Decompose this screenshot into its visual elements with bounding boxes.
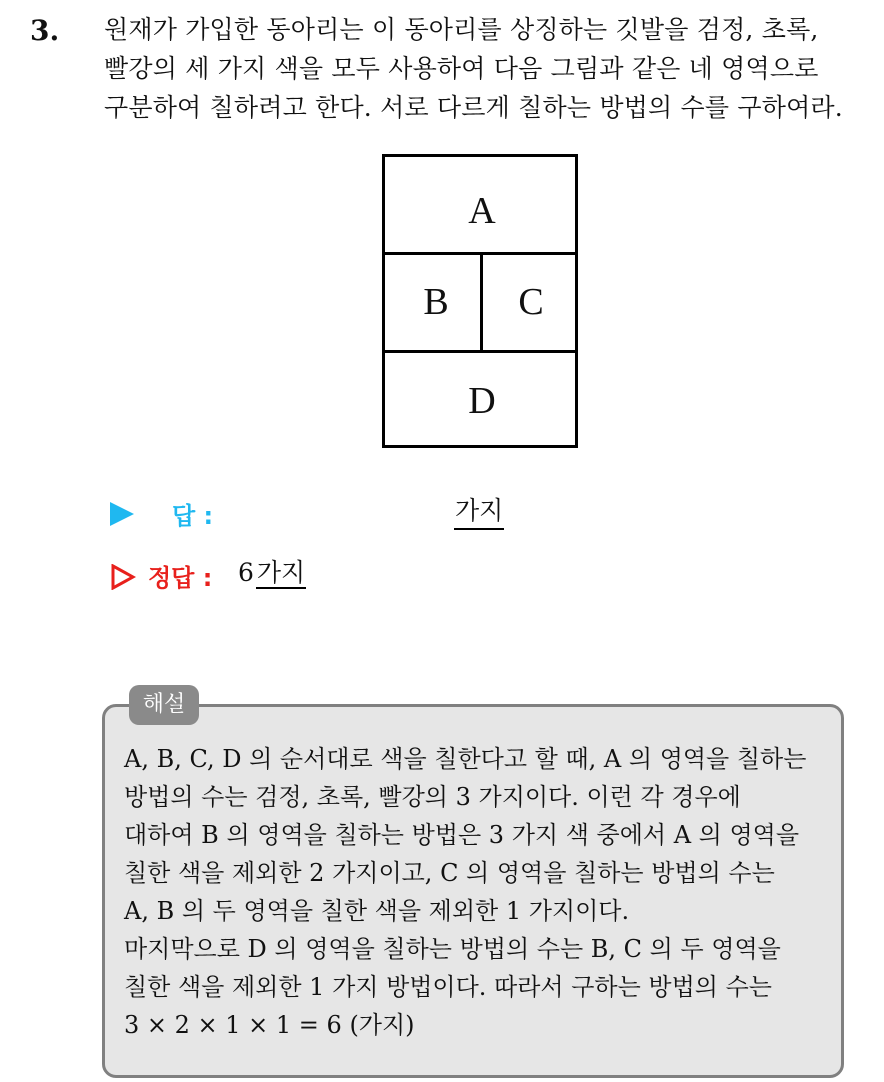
region-a-label: A <box>468 190 496 232</box>
explanation-line-8: 3 × 2 × 1 × 1 = 6 (가지) <box>124 1011 415 1039</box>
question-number: 3. <box>30 14 60 47</box>
region-d-label: D <box>468 380 496 422</box>
explanation-line-3: 대하여 B 의 영역을 칠하는 방법은 3 가지 색 중에서 A 의 영역을 <box>124 821 800 849</box>
divider-line-middle <box>480 252 483 353</box>
question-line-2: 빨강의 세 가지 색을 모두 사용하여 다음 그림과 같은 네 영역으로 <box>104 54 819 83</box>
explanation-line-5: A, B 의 두 영역을 칠한 색을 제외한 1 가지이다. <box>124 897 630 925</box>
correct-answer-row <box>110 556 610 596</box>
answer-row <box>110 494 610 534</box>
explanation-text <box>124 740 834 1044</box>
explanation-line-6: 마지막으로 D 의 영역을 칠하는 방법의 수는 B, C 의 두 영역을 <box>124 935 781 963</box>
outline-arrow-icon <box>110 564 136 590</box>
correct-answer-unit: 가지 <box>256 558 306 587</box>
question-line-1: 원재가 가입한 동아리는 이 동아리를 상징하는 깃발을 검정, 초록, <box>104 15 819 44</box>
play-arrow-icon <box>110 502 134 526</box>
explanation-line-1: A, B, C, D 의 순서대로 색을 칠한다고 할 때, A 의 영역을 칠하는 <box>124 745 807 773</box>
correct-answer-label: 정답 : <box>148 564 213 592</box>
flag-diagram <box>382 154 578 448</box>
correct-answer-value <box>238 556 306 590</box>
region-c-label: C <box>518 281 544 323</box>
correct-answer-number: 6 <box>238 558 254 587</box>
explanation-line-2: 방법의 수는 검정, 초록, 빨강의 3 가지이다. 이런 각 경우에 <box>124 783 741 811</box>
answer-blank[interactable]: 가지 <box>454 494 504 530</box>
explanation-line-4: 칠한 색을 제외한 2 가지이고, C 의 영역을 칠하는 방법의 수는 <box>124 859 775 887</box>
question-text <box>104 10 864 127</box>
answer-label: 답 : <box>172 502 214 530</box>
region-b-label: B <box>423 281 449 323</box>
question-line-3: 구분하여 칠하려고 한다. 서로 다르게 칠하는 방법의 수를 구하여라. <box>104 93 843 122</box>
explanation-line-7: 칠한 색을 제외한 1 가지 방법이다. 따라서 구하는 방법의 수는 <box>124 973 772 1001</box>
explanation-tag: 해설 <box>129 685 199 725</box>
